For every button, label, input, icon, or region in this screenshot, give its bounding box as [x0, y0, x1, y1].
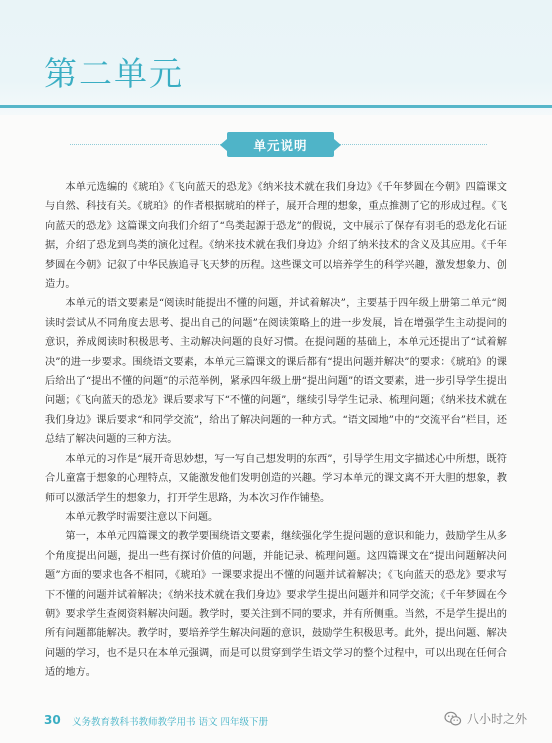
- header-rule: [0, 105, 552, 108]
- watermark: [444, 710, 527, 727]
- unit-title: 第二单元: [44, 54, 184, 93]
- paragraph: 本单元选编的《琥珀》《飞向蓝天的恐龙》《纳米技术就在我们身边》《千年梦圆在今朝》四篇课文与自然、科技有关。《琥珀》的作者根据琥珀的样子，展开合理的想象，重点推测了它的形成过程。《飞向蓝天的恐龙》这篇课文向我们介绍了“鸟类起源于恐龙”的假说，文中展示了保存有羽毛的恐龙化石证据，介绍了恐龙到鸟类的演化过程。《纳米技术就在我们身边》介绍了纳米技术的含义及其应用。《千年梦圆在今朝》记叙了中华民族追寻飞天梦的历程。这些课文可以培养学生的科学兴趣，激发想象力、创造力。: [45, 182, 507, 291]
- body-text: [45, 178, 507, 683]
- paragraph: 本单元教学时需要注意以下问题。: [65, 511, 219, 523]
- wechat-icon: [444, 711, 462, 727]
- section-badge: 单元说明: [227, 132, 334, 157]
- watermark-text: 八小时之外: [467, 712, 528, 726]
- paragraph: 本单元的语文要素是“阅读时能提出不懂的问题，并试着解决”，主要基于四年级上册第二单元“阅读时尝试从不同角度去思考、提出自己的问题”在阅读策略上的进一步发展，旨在增强学生主动提问的意识，养成阅读时积极思考、主动解决问题的良好习惯。在提问题的基础上，本单元还提出了“试着解决”的进一步要求。围绕语文要素，本单元三篇课文的课后都有“提出问题并解决”的要求：《琥珀》的课后给出了“提出不懂的问题”的示范举例，紧承四年级上册“提出问题”的语文要素，进一步引导学生提出问题；《飞向蓝天的恐龙》课后要求写下“不懂的问题”，继续引导学生记录、梳理问题；《纳米技术就在我们身边》课后要求“和同学交流”，给出了解决问题的一种方式。“语文园地”中的“交流平台”栏目，还总结了解决问题的三种方法。: [45, 298, 507, 446]
- paragraph: 本单元的习作是“展开奇思妙想，写一写自己想发明的东西”，引导学生用文字描述心中所想，既符合儿童富于想象的心理特点，又能激发他们发明创造的兴趣。学习本单元的课文离不开大胆的想象，教师可以激活学生的想象力，打开学生思路，为本次习作作铺垫。: [45, 453, 507, 504]
- book-title: 义务教育教科书教师教学用书 语文 四年级下册: [72, 717, 269, 728]
- page-number: 30: [44, 713, 61, 727]
- paragraph: 第一，本单元四篇课文的教学要围绕语文要素，继续强化学生提问题的意识和能力，鼓励学生从多个角度提出问题，提出一些有探讨价值的问题，并能记录、梳理问题。这四篇课文在“提出问题解决问题”方面的要求也各不相同，《琥珀》一课要求提出不懂的问题并试着解决；《飞向蓝天的恐龙》要求写下不懂的问题并试着解决；《纳米技术就在我们身边》要求学生提出问题并和同学交流；《千年梦圆在今朝》要求学生查阅资料解决问题。教学时，要关注到不同的要求，并有所侧重。当然，不是学生提出的所有问题都能解决。教学时，要培养学生解决问题的意识，鼓励学生积极思考。此外，提出问题、解决问题的学习，也不是只在本单元强调，而是可以贯穿到学生语文学习的整个过程中，可以出现在任何合适的地方。: [45, 531, 507, 679]
